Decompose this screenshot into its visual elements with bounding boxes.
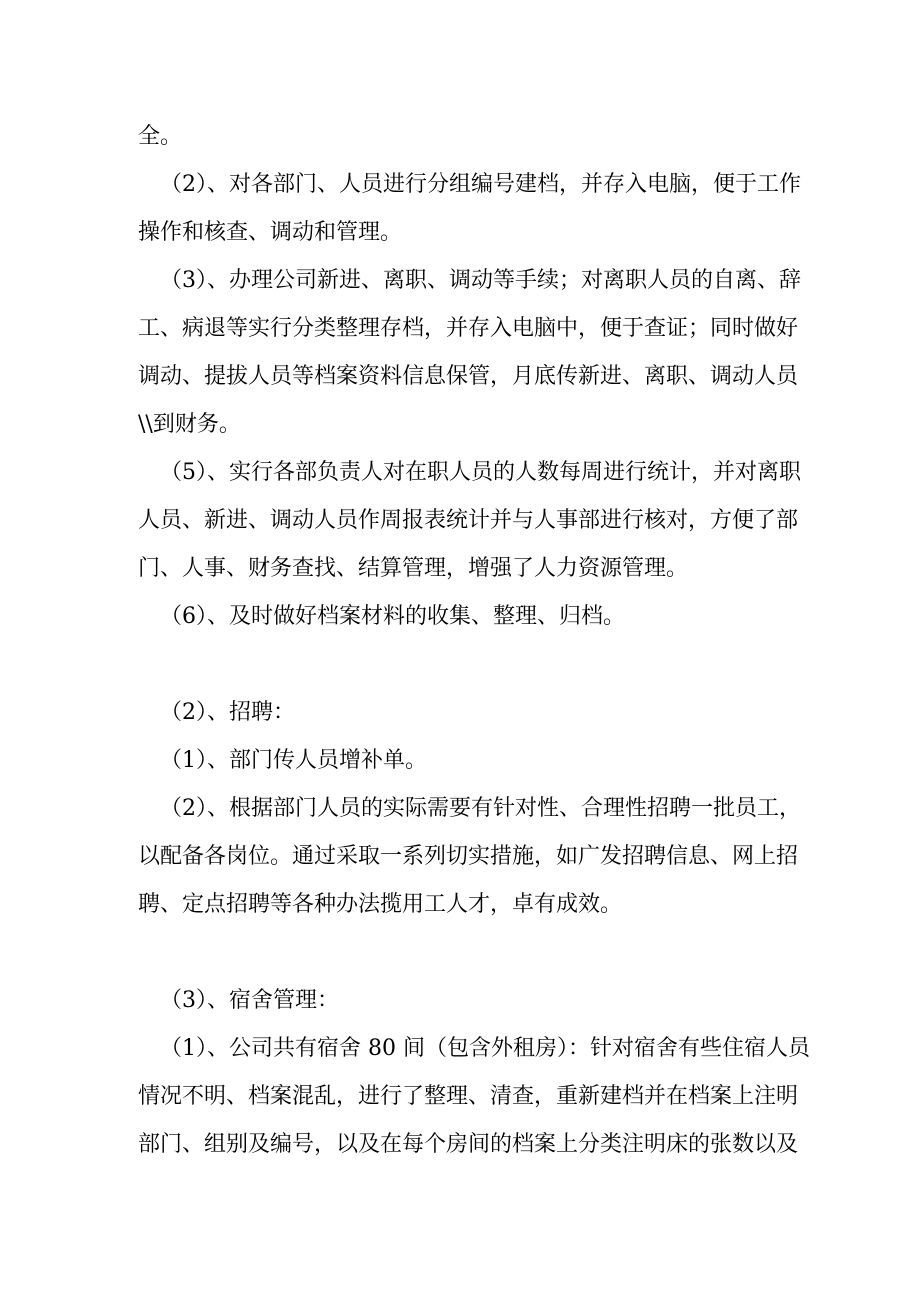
paragraph-line: \\到财务。 — [138, 412, 241, 437]
paragraph-line: 部门、组别及编号，以及在每个房间的档案上分类注明床的张数以及 — [138, 1132, 799, 1157]
section-heading: （2）、招聘： — [160, 700, 295, 725]
paragraph-line: 聘、定点招聘等各种办法揽用工人才，卓有成效。 — [138, 892, 623, 917]
paragraph-line: 人员、新进、调动人员作周报表统计并与人事部进行核对，方便了部 — [138, 508, 799, 533]
paragraph-line: 情况不明、档案混乱，进行了整理、清查，重新建档并在档案上注明 — [138, 1084, 799, 1109]
paragraph-line: （2）、对各部门、人员进行分组编号建档，并存入电脑，便于工作 — [160, 172, 801, 197]
paragraph-line: （6）、及时做好档案材料的收集、整理、归档。 — [160, 604, 625, 629]
paragraph-line: 门、人事、财务查找、结算管理，增强了人力资源管理。 — [138, 556, 689, 581]
paragraph-line: （2）、根据部门人员的实际需要有针对性、合理性招聘一批员工， — [160, 796, 801, 821]
section-heading: （3）、宿舍管理： — [160, 988, 339, 1013]
paragraph-line: （1）、部门传人员增补单。 — [160, 748, 427, 773]
paragraph-line: 操作和核查、调动和管理。 — [138, 220, 403, 245]
paragraph-line: （5）、实行各部负责人对在职人员的人数每周进行统计，并对离职 — [160, 460, 801, 485]
paragraph-line: 调动、提拔人员等档案资料信息保管，月底传新进、离职、调动人员 — [138, 364, 799, 389]
paragraph-line: （3）、办理公司新进、离职、调动等手续；对离职人员的自离、辞 — [160, 268, 801, 293]
paragraph-line: 全。 — [138, 124, 183, 149]
paragraph-line: 以配备各岗位。通过采取一系列切实措施，如广发招聘信息、网上招 — [138, 844, 799, 869]
paragraph-line: 工、病退等实行分类整理存档，并存入电脑中，便于查证；同时做好 — [138, 316, 799, 341]
paragraph-line: （1）、公司共有宿舍 80 间（包含外租房）：针对宿舍有些住宿人员 — [160, 1036, 810, 1061]
